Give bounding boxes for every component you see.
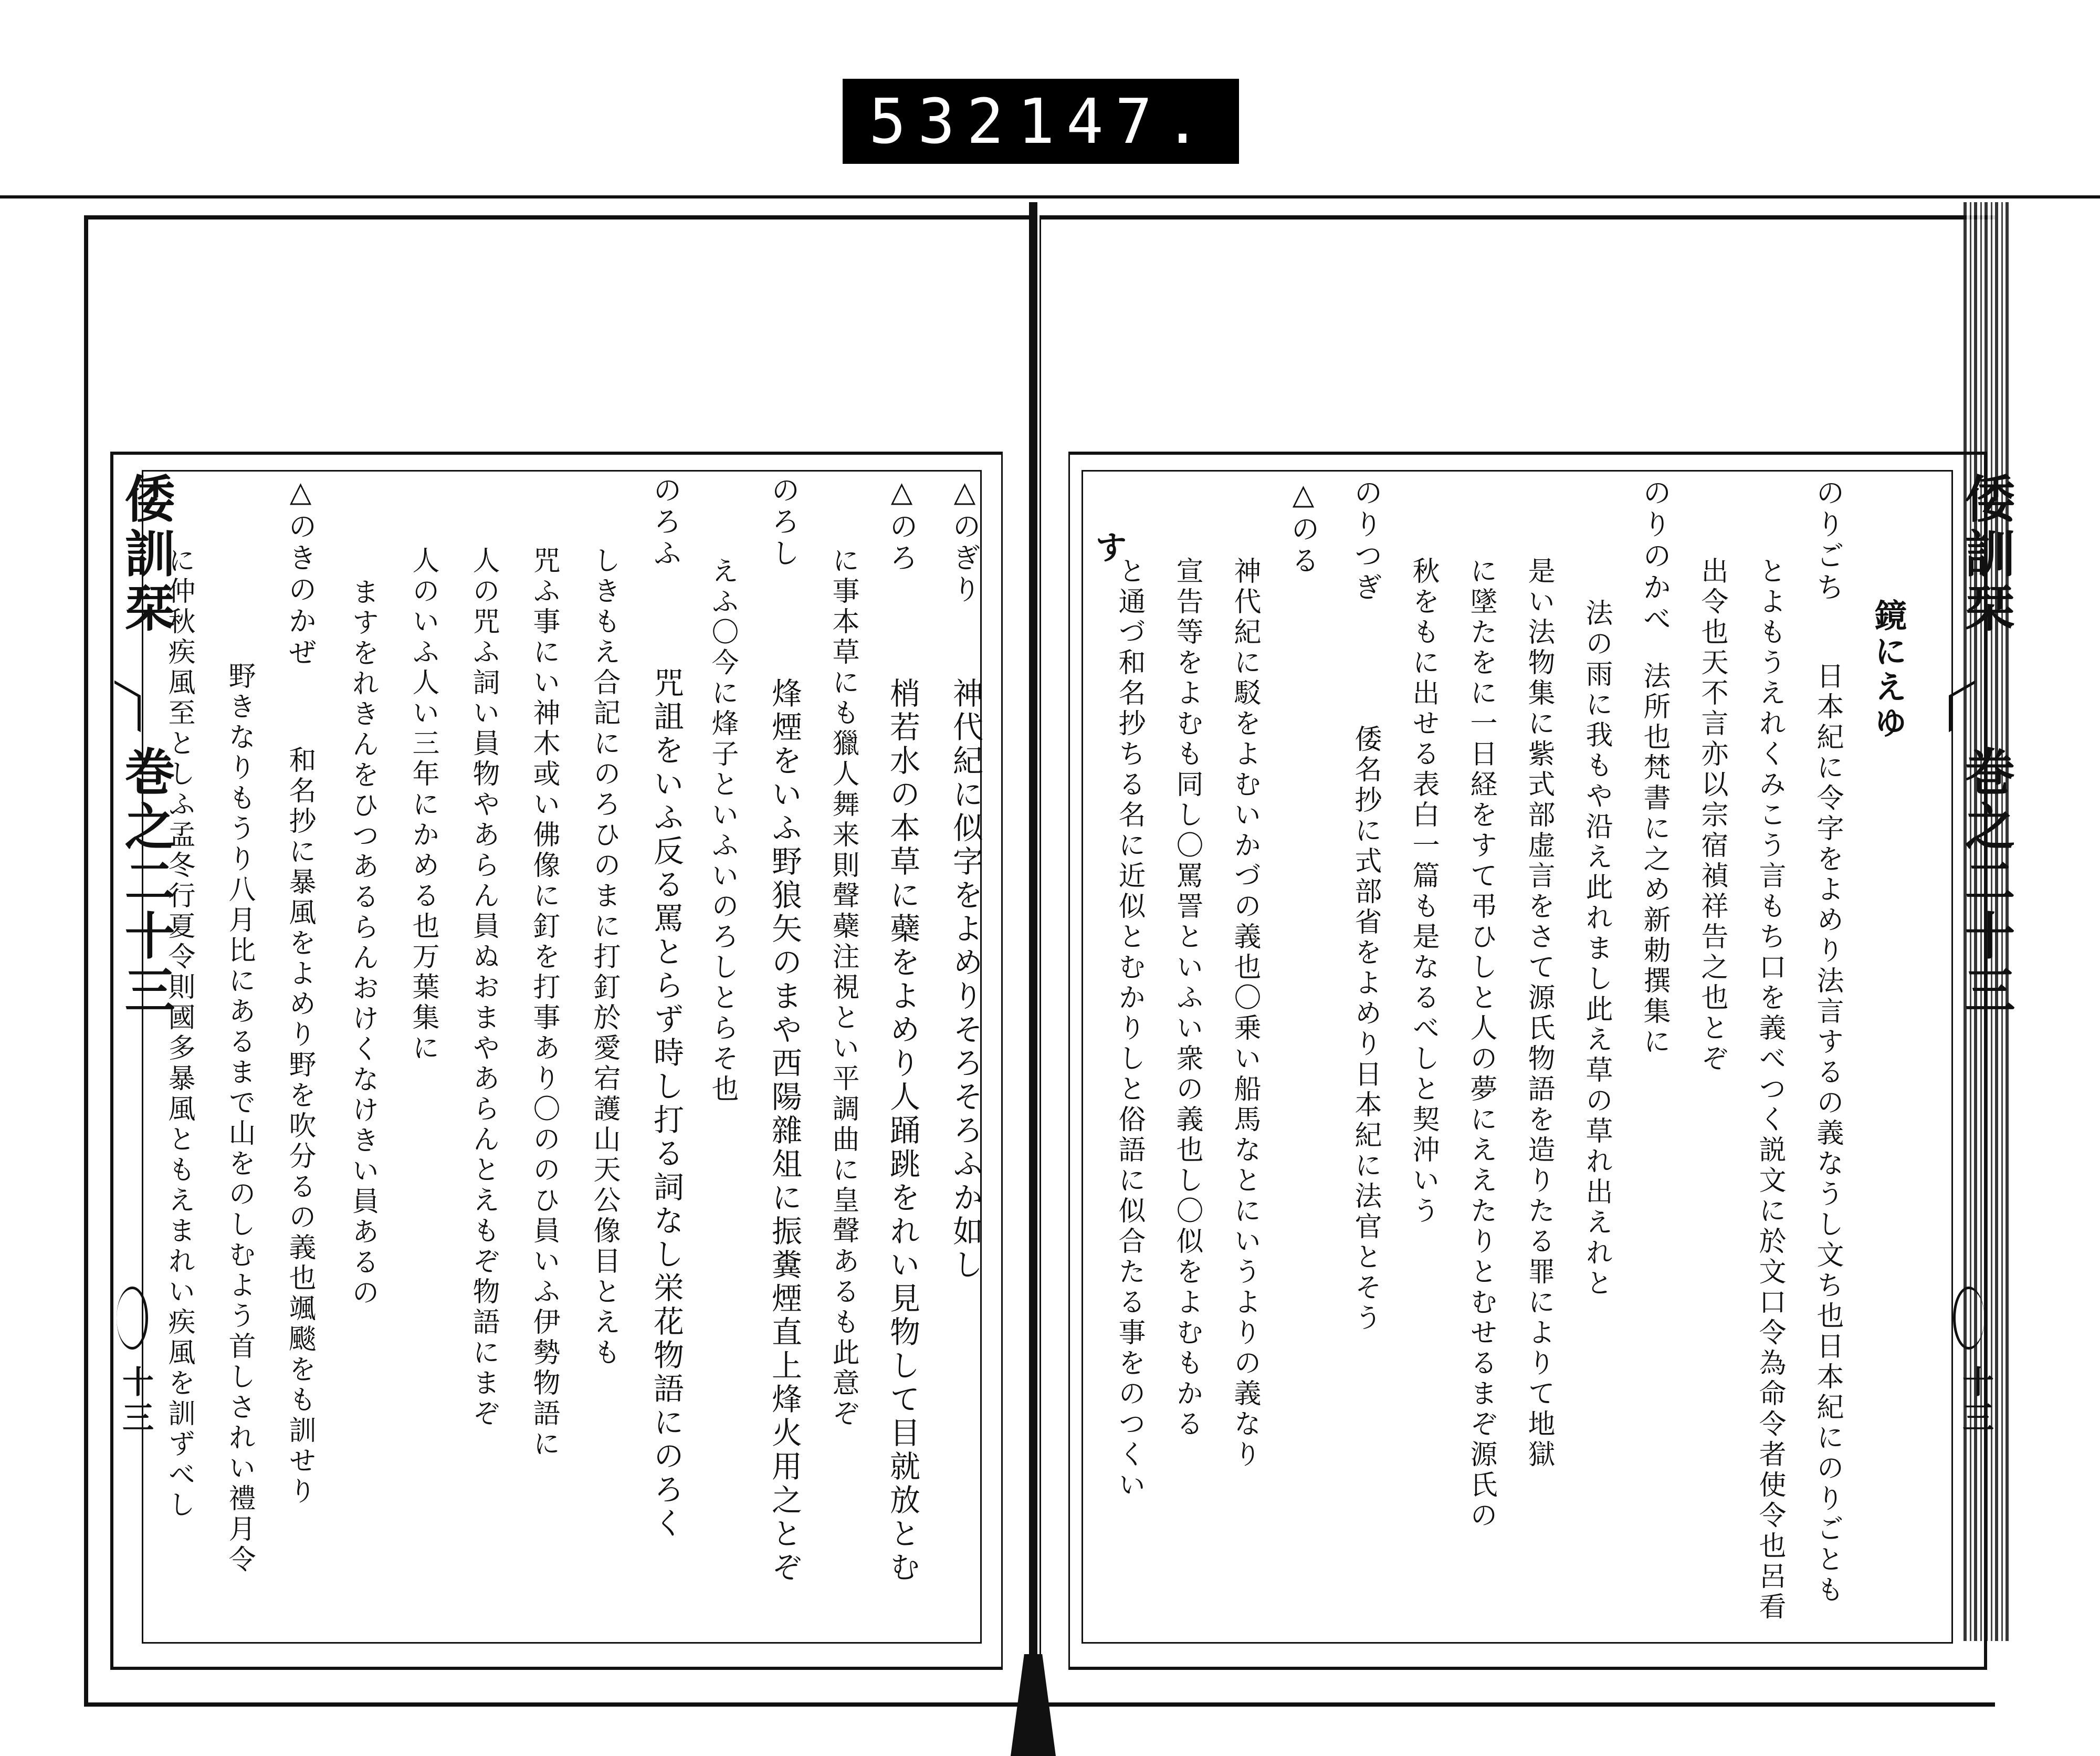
right-margin-volume: 巻之二十三 bbox=[1957, 746, 2016, 1019]
left-margin-fishtail bbox=[117, 1287, 148, 1350]
left-margin-title: 倭訓栞 bbox=[117, 473, 176, 636]
text-column: と通づ和名抄ちる名に近似とむかりしと俗語に似合たる事をのつくい bbox=[1114, 557, 1145, 1501]
text-column: 梢若水の本草に蘗をよめり人踊跳をれい見物して目就放とむ bbox=[885, 677, 920, 1585]
text-column: 咒ふ事にい神木或い佛像に釘を打事あり〇ののひ員いふ伊勢物語に bbox=[528, 546, 560, 1460]
text-column: 人のいふ人い三年にかめる也万葉集に bbox=[407, 546, 439, 1064]
text-column: 法所也梵書に之め新勅撰集に bbox=[1639, 662, 1670, 1058]
text-column: △のきのかぜ bbox=[284, 475, 317, 669]
text-column: 咒詛をいふ反る罵とらず時し打る詞なし栄花物語にのろく bbox=[648, 667, 684, 1541]
text-column: 鏡にえゆ bbox=[1869, 599, 1907, 741]
call-number-label bbox=[843, 79, 1239, 164]
text-column: に墜たをに一日経をすて弔ひしと人の夢にええたりとむせるまぞ源氏の bbox=[1465, 557, 1497, 1531]
text-column: 是い法物集に紫式部虚言をさて源氏物語を造りたる罪によりて地獄 bbox=[1523, 557, 1555, 1470]
text-column: 神代紀に似字をよめりそろそろふか如し bbox=[948, 677, 983, 1282]
call-number-left: 532 bbox=[869, 85, 1016, 158]
text-column: ますをれきんをひつあるらんおけくなけきい員あるの bbox=[347, 578, 379, 1309]
text-column: 倭名抄に式部省をよめり日本紀に法官とそう bbox=[1350, 725, 1381, 1334]
text-column: しきもえ合記にのろひのまに打釘於愛宕護山天公像目とえも bbox=[589, 546, 620, 1368]
text-column: とよもうえれくみこう言もち口を義べつく説文に於文口令為命令者使令也呂看 bbox=[1754, 557, 1786, 1623]
text-column: 人の咒ふ詞い員物やあらん員ぬおまやあらんとえもぞ物語にまぞ bbox=[468, 546, 499, 1429]
text-column: 烽煙をいふ野狼矢のまや西陽雜俎に振糞煙直上烽火用之とぞ bbox=[766, 677, 802, 1585]
text-column: △のる bbox=[1287, 478, 1320, 577]
text-column: 野きなりもうり八月比にあるまで山をのしむよう首しされい禮月令 bbox=[224, 662, 255, 1575]
text-column: えふ〇今に烽子といふいのろしとらそ也 bbox=[707, 557, 738, 1105]
text-column: のりごち bbox=[1812, 478, 1845, 604]
call-number-right: 147. bbox=[1017, 85, 1213, 158]
left-margin-page: 十三 bbox=[117, 1365, 154, 1437]
scan-border-line bbox=[0, 195, 2100, 198]
right-margin-page: 十三 bbox=[1957, 1365, 1994, 1437]
text-column: のりつぎ bbox=[1350, 478, 1383, 604]
text-column: 和名抄に暴風をよめり野を吹分るの義也颯颷をも訓せり bbox=[284, 746, 316, 1507]
text-column: のろし bbox=[767, 475, 800, 570]
right-margin-fishtail bbox=[1953, 1287, 1984, 1350]
text-column: 法の雨に我もや沿え此れまし此え草の草れ出えれと bbox=[1581, 599, 1612, 1299]
right-margin-title: 倭訓栞 bbox=[1957, 473, 2016, 636]
left-margin-volume: 巻之二十三 bbox=[117, 746, 176, 1019]
text-column: △のろ bbox=[885, 475, 918, 574]
text-column: のろふ bbox=[649, 475, 682, 570]
text-column: △のぎり bbox=[948, 475, 981, 606]
text-column: 宣告等をよむも同し〇罵詈といふい衆の義也し〇似をよむもかる bbox=[1171, 557, 1203, 1440]
text-column: のりのかべ bbox=[1639, 478, 1672, 635]
text-column: に事本草にも獵人舞来則聲蘗注視とい平調曲に皇聲あるも此意ぞ bbox=[827, 546, 859, 1429]
text-column: に仲秋疾風至としふ孟冬行夏令則國多暴風ともえまれい疾風を訓ずべし bbox=[163, 546, 195, 1521]
text-column: す bbox=[1089, 530, 1128, 566]
book-spine bbox=[1029, 202, 1037, 1657]
text-column: 出令也天不言亦以宗宿禎祥告之也とぞ bbox=[1696, 557, 1728, 1074]
text-column: 秋をもに出せる表白一篇も是なるべしと契沖いう bbox=[1408, 557, 1439, 1227]
text-column: 日本紀に令字をよめり法言するの義なうし文ち也日本紀にのりごとも bbox=[1812, 662, 1843, 1606]
text-column: 神代紀に駁をよむいかづの義也〇乗い船馬なとにいうよりの義なり bbox=[1229, 557, 1261, 1470]
